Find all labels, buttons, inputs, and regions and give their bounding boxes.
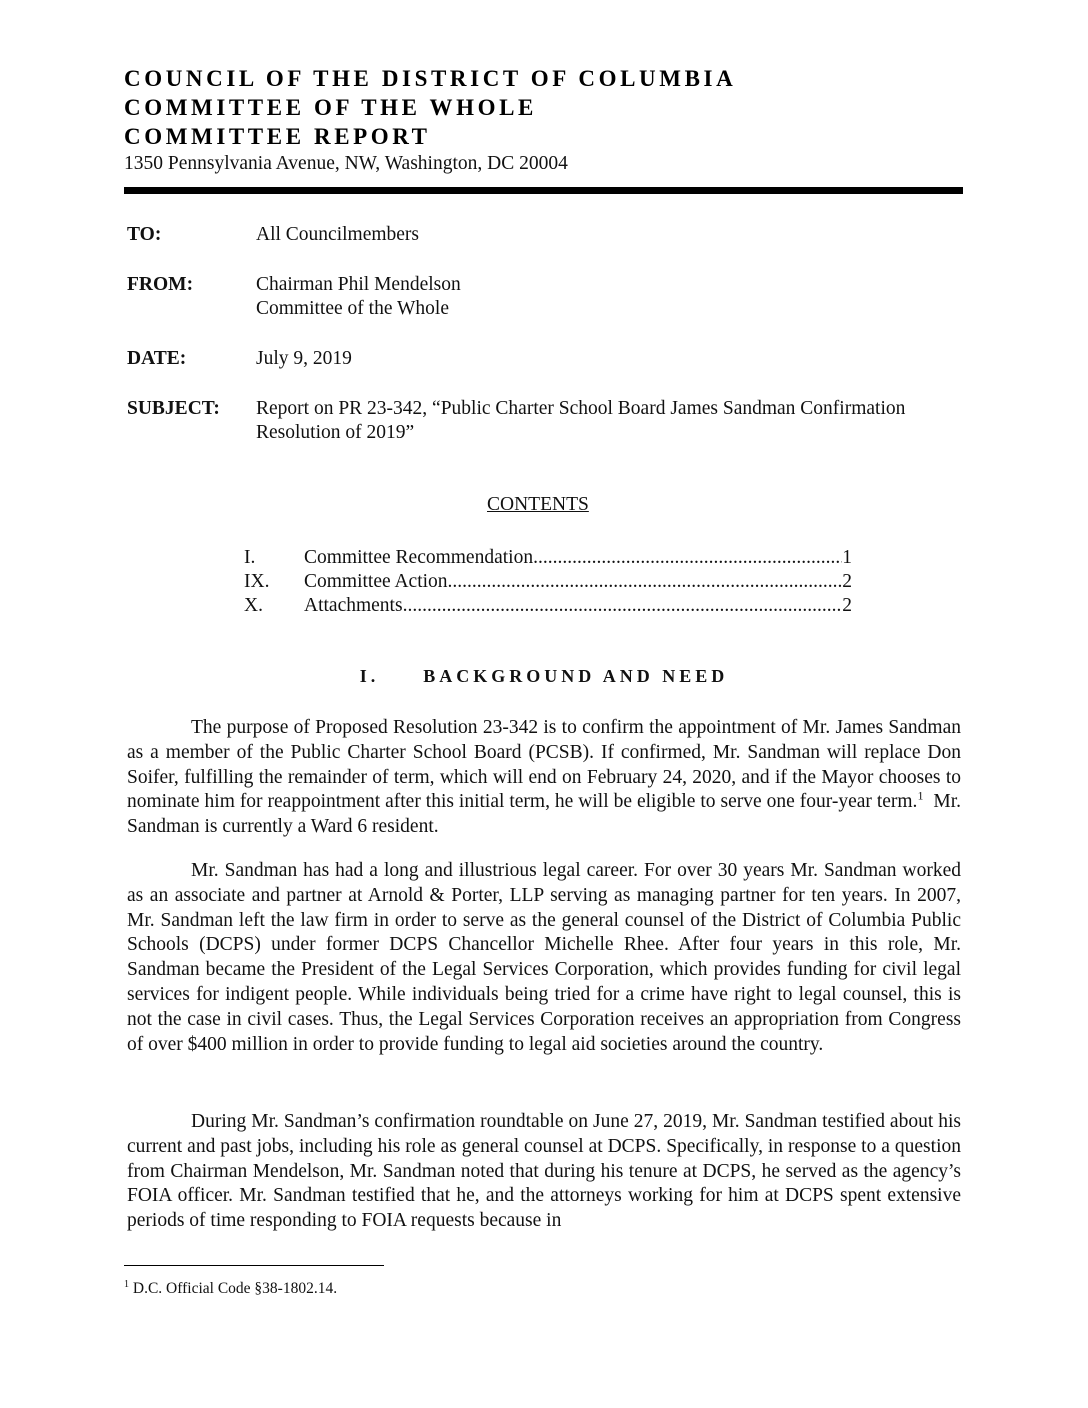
section-number: I. bbox=[359, 666, 380, 686]
toc-item-number: I. bbox=[244, 547, 256, 568]
footnote-number: 1 bbox=[124, 1278, 129, 1290]
memo-from-label: FROM: bbox=[127, 274, 194, 295]
memo-from-value-1: Chairman Phil Mendelson bbox=[256, 274, 461, 295]
footnote-text: D.C. Official Code §38-1802.14. bbox=[132, 1280, 338, 1297]
footnote bbox=[124, 1280, 337, 1298]
toc-item-title: Committee Action bbox=[304, 571, 448, 592]
body-paragraph-2: Mr. Sandman has had a long and illustrious legal career. For over 30 years Mr. Sandman worked as an associate and partner at Arnold & Porter, LLP serving as managing partner for ten years. In 2007, Mr. Sandman left the law firm in order to serve as the general counsel of the District of Columbia Public Schools (DCPS) under former DCPS Chancellor Michelle Rhee. After four years in this role, Mr. Sandman became the President of the Legal Services Corporation, which provides funding for civil legal services for indigent people. While individuals being tried for a crime have right to legal counsel, this is not the case in civil cases. Thus, the Legal Services Corporation receives an appropriation from Congress of over $400 million in order to provide funding to legal aid societies around the country. bbox=[127, 860, 961, 1055]
memo-subject-value-2: Resolution of 2019” bbox=[256, 422, 415, 443]
memo-from-value-2: Committee of the Whole bbox=[256, 298, 449, 319]
memo-date-value: July 9, 2019 bbox=[256, 348, 352, 369]
report-header bbox=[124, 64, 736, 176]
header-council: COUNCIL OF THE DISTRICT OF COLUMBIA bbox=[124, 66, 737, 91]
toc-leader bbox=[448, 570, 843, 594]
header-report: COMMITTEE REPORT bbox=[124, 124, 431, 149]
memo-date-label: DATE: bbox=[127, 348, 187, 369]
body-paragraph-1 bbox=[127, 716, 961, 840]
section-heading bbox=[0, 666, 1088, 687]
memo-to-value: All Councilmembers bbox=[256, 224, 420, 245]
toc-item-page: 2 bbox=[842, 571, 852, 592]
footnote-reference[interactable]: 1 bbox=[917, 788, 924, 803]
toc-item-title: Committee Recommendation bbox=[304, 547, 534, 568]
toc-item-number: IX. bbox=[244, 571, 270, 592]
section-title: BACKGROUND AND NEED bbox=[423, 666, 729, 686]
paragraph-1-text: The purpose of Proposed Resolution 23-342 is to confirm the appointment of Mr. James Sandman as a member of the Public Charter School Board (PCSB). If confirmed, Mr. Sandman will replace Don Soifer, fulfilling the remainder of term, which will end on February 24, 2020, and if the Mayor chooses to nominate him for reappointment after this initial term, he will be eligible to serve one four-year term. bbox=[127, 717, 961, 813]
header-address: 1350 Pennsylvania Avenue, NW, Washington, DC 20004 bbox=[124, 153, 568, 174]
memo-to-label: TO: bbox=[127, 224, 162, 245]
memo-subject-value-1: Report on PR 23-342, “Public Charter School Board James Sandman Confirmation bbox=[256, 398, 906, 419]
toc-item-title: Attachments bbox=[304, 595, 403, 616]
memo-subject-label: SUBJECT: bbox=[127, 398, 220, 419]
paragraph-1-tail: Mr. Sandman is currently a Ward 6 resident. bbox=[127, 791, 961, 838]
toc-item-page: 2 bbox=[842, 595, 852, 616]
toc-leader bbox=[533, 546, 842, 570]
toc-item-number: X. bbox=[244, 595, 263, 616]
header-rule bbox=[124, 187, 963, 194]
toc-leader bbox=[403, 594, 843, 618]
contents-title: CONTENTS bbox=[487, 494, 589, 515]
body-paragraph-3: During Mr. Sandman’s confirmation roundtable on June 27, 2019, Mr. Sandman testified about his current and past jobs, including his role as general counsel at DCPS. Specifically, in response to a question from Chairman Mendelson, Mr. Sandman noted that during his tenure at DCPS, he served as the agency’s FOIA officer. Mr. Sandman testified that he, and the attorneys working for him at DCPS spent extensive periods of time responding to FOIA requests because in bbox=[127, 1111, 961, 1232]
header-committee: COMMITTEE OF THE WHOLE bbox=[124, 95, 537, 120]
footnote-rule bbox=[124, 1265, 384, 1266]
toc-item-page: 1 bbox=[842, 547, 852, 568]
